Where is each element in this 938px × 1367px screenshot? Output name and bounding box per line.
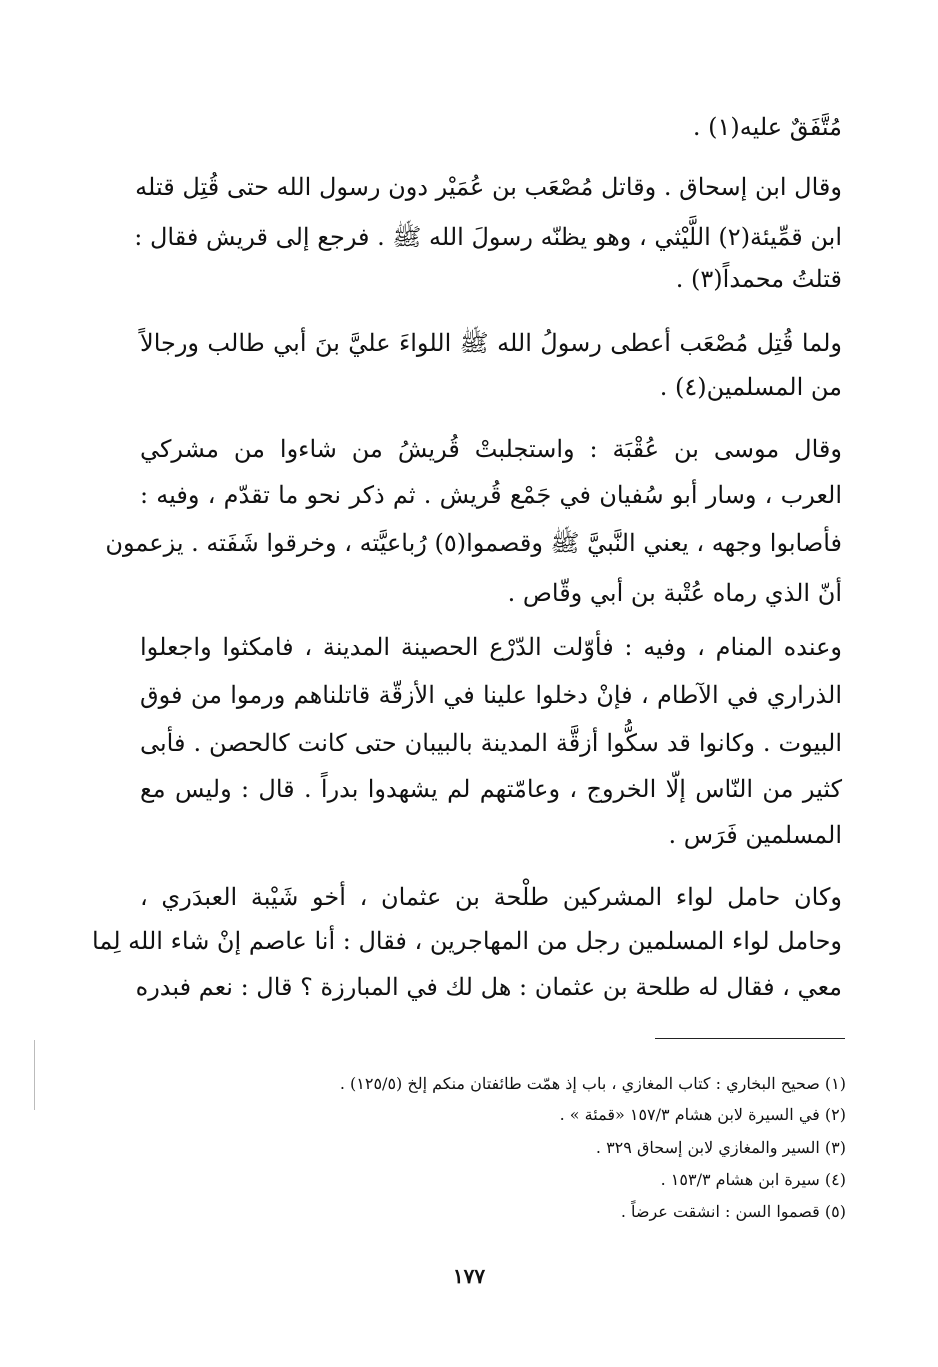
- body-line-14: كثير من النّاس إلّا الخروج ، وعامّتهم لم يشهدوا بدراً . قال : وليس مع: [140, 775, 842, 803]
- page-number: ١٧٧: [452, 1264, 486, 1288]
- body-line-1: مُتَّفَقٌ عليه(١) .: [692, 113, 842, 141]
- body-line-8: العرب ، وسار أبو سُفيان في جَمْع قُريش . ثم ذكر نحو ما تقدّم ، وفيه :: [140, 481, 842, 509]
- body-line-11: وعنده المنام ، وفيه : فأوّلت الدّرْع الحصينة المدينة ، فامكثوا واجعلوا: [140, 633, 842, 661]
- body-line-5: ولما قُتِل مُصْعَب أعطى رسولُ الله ﷺ اللواءَ عليَّ بنَ أبي طالب ورجالاً: [140, 329, 842, 357]
- body-line-7: وقال موسى بن عُقْبَة : واستجلبتْ قُريشُ من شاءوا من مشركي: [140, 435, 842, 463]
- body-line-16: وكان حامل لواء المشركين طلْحة بن عثمان ، أخو شَيْبة العبدَري ،: [140, 883, 842, 911]
- footnote-4: (٤) سيرة ابن هشام ١٥٣/٣ .: [660, 1170, 846, 1189]
- body-line-17: وحامل لواء المسلمين رجل من المهاجرين ، فقال : أنا عاصم إنْ شاء الله لِما: [92, 927, 842, 955]
- footnote-2: (٢) في السيرة لابن هشام ١٥٧/٣ «قمئة » .: [559, 1105, 846, 1124]
- body-line-4: قتلتُ محمداً(٣) .: [675, 265, 842, 293]
- body-line-2: وقال ابن إسحاق . وقاتل مُصْعَب بن عُمَيْر دون رسول الله حتى قُتِل قتله: [135, 173, 842, 201]
- page-edge-mark: [34, 1040, 35, 1110]
- body-line-6: من المسلمين(٤) .: [659, 373, 842, 401]
- body-line-9: فأصابوا وجهه ، يعني النَّبيَّ ﷺ وقصموا(٥) رُباعيَّته ، وخرقوا شَفَته . يزعمون: [105, 529, 842, 557]
- body-line-10: أنّ الذي رماه عُتْبة بن أبي وقّاص .: [507, 579, 842, 607]
- body-line-13: البيوت . وكانوا قد سكُّوا أزقَّة المدينة بالبيبان حتى كانت كالحصن . فأبى: [140, 729, 842, 757]
- footnote-1: (١) صحيح البخاري : كتاب المغازي ، باب إذ همّت طائفتان منكم إلخ (١٢٥/٥) .: [339, 1074, 846, 1093]
- body-line-18: معي ، فقال له طلحة بن عثمان : هل لك في المبارزة ؟ قال : نعم فبدره: [135, 973, 842, 1001]
- body-line-3: ابن قمِّيئة(٢) اللَّيْثي ، وهو يظنّه رسولَ الله ﷺ . فرجع إلى قريش فقال :: [134, 223, 842, 251]
- footnote-3: (٣) السير والمغازي لابن إسحاق ٣٢٩ .: [595, 1138, 846, 1157]
- footnote-separator: [655, 1038, 845, 1039]
- body-line-12: الذراري في الآطام ، فإنْ دخلوا علينا في الأزقّة قاتلناهم ورموا من فوق: [140, 681, 842, 709]
- footnote-5: (٥) قصموا السن : انشقت عرضاً .: [620, 1202, 846, 1221]
- body-line-15: المسلمين فَرَس .: [668, 821, 842, 849]
